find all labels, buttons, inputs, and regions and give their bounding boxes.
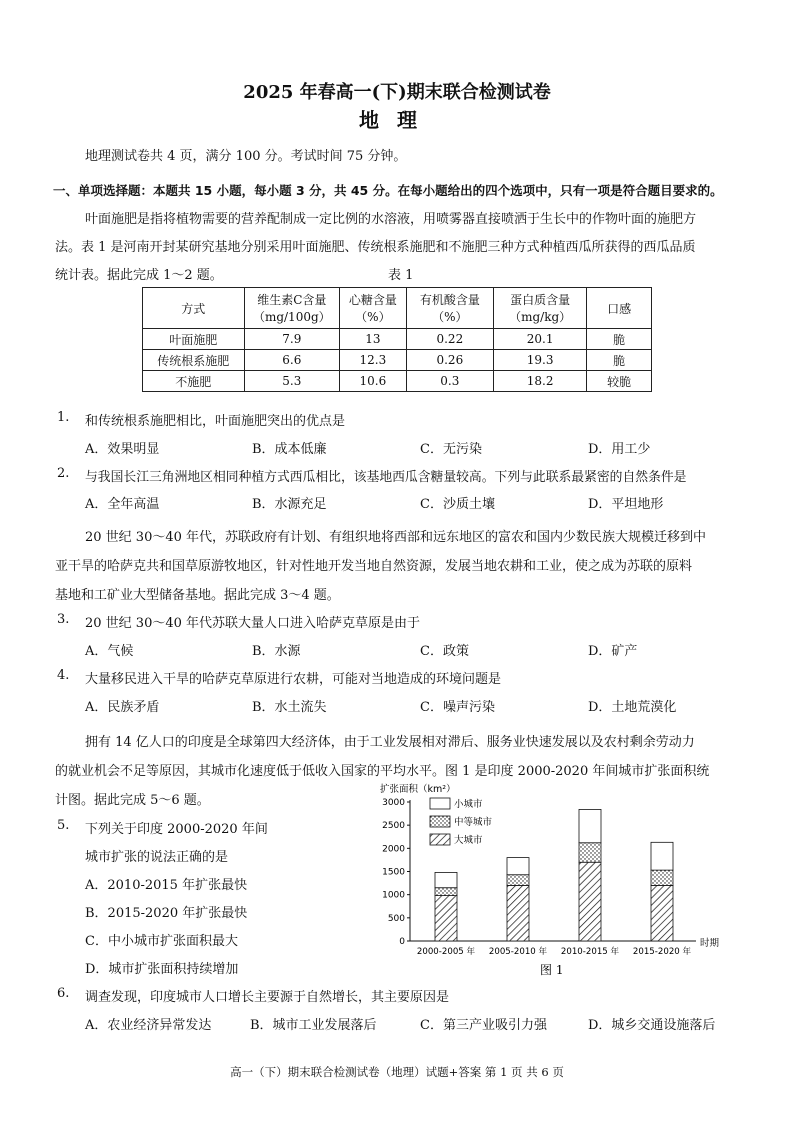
q1-number: 1. bbox=[57, 410, 70, 425]
q5-number: 5. bbox=[57, 818, 70, 833]
y-axis-label: 扩张面积（km²） bbox=[380, 784, 456, 795]
q5-option-c[interactable]: C．中小城市扩张面积最大 bbox=[85, 934, 238, 949]
exam-info: 地理测试卷共 4 页，满分 100 分。考试时间 75 分钟。 bbox=[85, 149, 407, 164]
q6-option-b[interactable]: B．城市工业发展落后 bbox=[250, 1018, 377, 1033]
city-expansion-chart bbox=[366, 780, 736, 980]
q6-stem: 调查发现，印度城市人口增长主要源于自然增长，其主要原因是 bbox=[85, 990, 450, 1005]
table-caption: 表 1 bbox=[388, 268, 414, 283]
bar-segment bbox=[507, 885, 529, 941]
q5-option-b[interactable]: B．2015-2020 年扩张最快 bbox=[85, 906, 248, 921]
table-cell: 0.26 bbox=[406, 350, 493, 371]
legend-swatch-small bbox=[430, 798, 450, 809]
table-cell: 18.2 bbox=[493, 371, 586, 392]
x-tick-label: 2010-2015 年 bbox=[560, 947, 620, 957]
page-footer: 高一（下）期末联合检测试卷（地理）试题+答案 第 1 页 共 6 页 bbox=[230, 1065, 564, 1079]
q4-option-d[interactable]: D．土地荒漠化 bbox=[588, 700, 677, 715]
q4-option-a[interactable]: A．民族矛盾 bbox=[85, 700, 160, 715]
q2-number: 2. bbox=[57, 466, 70, 481]
table-cell: 脆 bbox=[587, 329, 652, 350]
q1-option-a[interactable]: A．效果明显 bbox=[85, 442, 160, 457]
table-row bbox=[143, 329, 652, 350]
y-tick-label: 2000 bbox=[382, 844, 405, 855]
passage3-line3: 计图。据此完成 5～6 题。 bbox=[55, 793, 210, 808]
table-cell: 传统根系施肥 bbox=[143, 350, 245, 371]
table-header-cell: 方式 bbox=[143, 288, 245, 329]
bar-segment bbox=[651, 870, 673, 885]
q6-option-c[interactable]: C．第三产业吸引力强 bbox=[420, 1018, 547, 1033]
q4-option-b[interactable]: B．水土流失 bbox=[252, 700, 327, 715]
y-tick-label: 1500 bbox=[382, 867, 405, 878]
q2-option-b[interactable]: B．水源充足 bbox=[252, 497, 327, 512]
legend-swatch-large bbox=[430, 834, 450, 845]
q3-option-d[interactable]: D．矿产 bbox=[588, 644, 638, 659]
section-heading: 一、单项选择题：本题共 15 小题，每小题 3 分，共 45 分。在每小题给出的四个选项中，只有一项是符合题目要求的。 bbox=[53, 183, 723, 198]
table-cell: 6.6 bbox=[244, 350, 339, 371]
q3-stem: 20 世纪 30～40 年代苏联大量人口进入哈萨克草原是由于 bbox=[85, 616, 421, 631]
x-tick-label: 2015-2020 年 bbox=[632, 947, 692, 957]
q3-option-c[interactable]: C．政策 bbox=[420, 644, 469, 659]
table-cell: 20.1 bbox=[493, 329, 586, 350]
q5-stem-line1: 下列关于印度 2000-2020 年间 bbox=[85, 822, 268, 837]
legend-label-small: 小城市 bbox=[454, 799, 483, 810]
legend-label-medium: 中等城市 bbox=[454, 817, 493, 828]
table-cell: 叶面施肥 bbox=[143, 329, 245, 350]
table-cell: 0.3 bbox=[406, 371, 493, 392]
q3-option-a[interactable]: A．气候 bbox=[85, 644, 134, 659]
table-cell: 10.6 bbox=[340, 371, 407, 392]
subject-title: 地理 bbox=[359, 108, 435, 132]
bar-segment bbox=[507, 858, 529, 875]
passage3-line2: 的就业机会不足等原因，其城市化速度低于低收入国家的平均水平。图 1 是印度 2000-2020 年间城市扩张面积统 bbox=[55, 764, 710, 779]
table-cell: 5.3 bbox=[244, 371, 339, 392]
q1-option-c[interactable]: C．无污染 bbox=[420, 442, 482, 457]
q2-option-d[interactable]: D．平坦地形 bbox=[588, 497, 664, 512]
table-header-cell: 口感 bbox=[587, 288, 652, 329]
y-tick-label: 0 bbox=[399, 937, 405, 947]
passage1-line2: 法。表 1 是河南开封某研究基地分别采用叶面施肥、传统根系施肥和不施肥三种方式种植西瓜所获得的西瓜品质 bbox=[55, 240, 696, 255]
table-cell: 13 bbox=[340, 329, 407, 350]
x-axis-label: 时期 bbox=[700, 938, 720, 949]
table-cell: 12.3 bbox=[340, 350, 407, 371]
q2-stem: 与我国长江三角洲地区相同种植方式西瓜相比，该基地西瓜含糖量较高。下列与此联系最紧密的自然条件是 bbox=[85, 470, 687, 485]
table-header-cell: 心糖含量 （%） bbox=[340, 288, 407, 329]
bar-segment bbox=[435, 872, 457, 887]
q2-option-a[interactable]: A．全年高温 bbox=[85, 497, 160, 512]
legend-swatch-medium bbox=[430, 816, 450, 827]
y-tick-label: 3000 bbox=[382, 798, 405, 808]
passage2-line3: 基地和工矿业大型储备基地。据此完成 3～4 题。 bbox=[55, 588, 340, 603]
table-cell: 脆 bbox=[587, 350, 652, 371]
table-header-cell: 蛋白质含量 （mg/kg） bbox=[493, 288, 586, 329]
y-tick-label: 1000 bbox=[382, 890, 405, 901]
bar-segment bbox=[507, 875, 529, 886]
table-row bbox=[143, 350, 652, 371]
exam-title: 2025 年春高一(下)期末联合检测试卷 bbox=[243, 82, 551, 103]
table-cell: 19.3 bbox=[493, 350, 586, 371]
passage1-line1: 叶面施肥是指将植物需要的营养配制成一定比例的水溶液，用喷雾器直接喷洒于生长中的作物叶面的施肥方 bbox=[85, 212, 697, 227]
table-header-row bbox=[143, 288, 652, 329]
table-cell: 不施肥 bbox=[143, 371, 245, 392]
legend-label-large: 大城市 bbox=[454, 835, 483, 846]
bar-segment bbox=[435, 896, 457, 941]
q5-stem-line2: 城市扩张的说法正确的是 bbox=[85, 850, 229, 865]
table-cell: 较脆 bbox=[587, 371, 652, 392]
q1-option-b[interactable]: B．成本低廉 bbox=[252, 442, 327, 457]
x-tick-label: 2000-2005 年 bbox=[416, 947, 476, 957]
q1-stem: 和传统根系施肥相比，叶面施肥突出的优点是 bbox=[85, 414, 346, 429]
table-cell: 0.22 bbox=[406, 329, 493, 350]
table-cell: 7.9 bbox=[244, 329, 339, 350]
chart-title: 图 1 bbox=[540, 963, 564, 977]
quality-table bbox=[142, 287, 652, 392]
q1-option-d[interactable]: D．用工少 bbox=[588, 442, 651, 457]
q6-option-a[interactable]: A．农业经济异常发达 bbox=[85, 1018, 212, 1033]
table-header-cell: 有机酸含量 （%） bbox=[406, 288, 493, 329]
passage2-line2: 亚干旱的哈萨克共和国草原游牧地区，针对性地开发当地自然资源，发展当地农耕和工业，使之成为苏联的原料 bbox=[55, 559, 693, 574]
q4-stem: 大量移民进入干旱的哈萨克草原进行农耕，可能对当地造成的环境问题是 bbox=[85, 672, 502, 687]
q4-option-c[interactable]: C．噪声污染 bbox=[420, 700, 495, 715]
bar-segment bbox=[435, 888, 457, 896]
bar-segment bbox=[651, 842, 673, 870]
q3-number: 3. bbox=[57, 612, 70, 627]
passage2-line1: 20 世纪 30～40 年代，苏联政府有计划、有组织地将西部和远东地区的富农和国内少数民族大规模迁移到中 bbox=[85, 530, 707, 545]
y-tick-label: 500 bbox=[387, 913, 405, 924]
passage3-line1: 拥有 14 亿人口的印度是全球第四大经济体，由于工业发展相对滞后、服务业快速发展以及农村剩余劳动力 bbox=[85, 735, 695, 750]
table-row bbox=[143, 371, 652, 392]
bar-segment bbox=[579, 843, 601, 862]
table-header-cell: 维生素C含量 （mg/100g） bbox=[244, 288, 339, 329]
passage1-line3: 统计表。据此完成 1～2 题。 bbox=[55, 268, 223, 283]
chart-legend bbox=[430, 798, 493, 846]
q6-number: 6. bbox=[57, 986, 70, 1001]
q4-number: 4. bbox=[57, 668, 70, 683]
bar-segment bbox=[579, 862, 601, 941]
bar-segment bbox=[579, 809, 601, 842]
q2-option-c[interactable]: C．沙质土壤 bbox=[420, 497, 495, 512]
q5-option-d[interactable]: D．城市扩张面积持续增加 bbox=[85, 962, 239, 977]
x-tick-label: 2005-2010 年 bbox=[488, 947, 548, 957]
q5-option-a[interactable]: A．2010-2015 年扩张最快 bbox=[85, 878, 248, 893]
y-tick-label: 2500 bbox=[382, 821, 405, 832]
q6-option-d[interactable]: D．城乡交通设施落后 bbox=[588, 1018, 716, 1033]
bar-segment bbox=[651, 885, 673, 941]
q3-option-b[interactable]: B．水源 bbox=[252, 644, 301, 659]
